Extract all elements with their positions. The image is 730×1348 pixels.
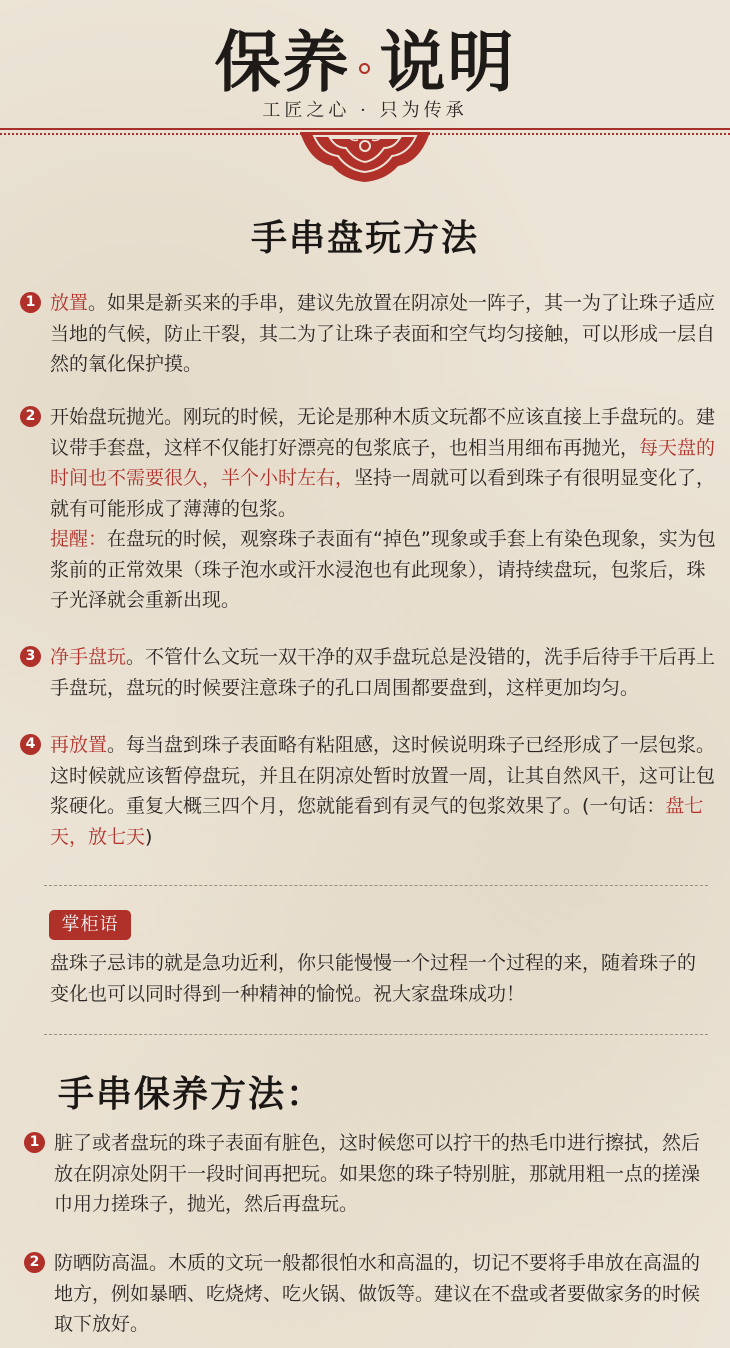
step-4-text: 。每当盘到珠子表面略有粘阻感，这时候说明珠子已经形成了一层包浆。这时候就应该暂停盘玩，并且在阴凉处暂时放置一周，让其自然风干，这可让包浆硬化。重复大概三四个月，您就能看到有灵气的包浆效果了。(一句话： (50, 734, 716, 817)
step-2-text-b: 坚持一周就可以看到珠子有很明显变化了，就有可能形成了薄薄的包浆。 (50, 467, 716, 520)
number-4-icon: 4 (20, 734, 41, 755)
step-4-close: ) (145, 825, 153, 848)
number-2-icon: 2 (20, 406, 41, 427)
step-2-highlight: 每天盘的时间也不需要很久，半个小时左右， (50, 436, 716, 489)
step-3-text: 。不管什么文玩一双干净的双手盘玩总是没错的，洗手后待手干后再上手盘玩，盘玩的时候要注意珠子的孔口周围都要盘到，这样更加均匀。 (50, 646, 716, 699)
subtitle: 工匠之心 · 只为传承 (262, 100, 468, 121)
divider (44, 885, 708, 886)
section-title-play: 手串盘玩方法 (250, 218, 479, 259)
care-step-2 (24, 1248, 714, 1340)
number-1-icon: 1 (20, 292, 41, 313)
step-4-lead: 再放置 (50, 734, 108, 756)
play-step-1 (20, 288, 720, 380)
number-2-icon: 2 (24, 1252, 45, 1273)
step-2-text-a: 开始盘玩抛光。刚玩的时候，无论是那种木质文玩都不应该直接上手盘玩的。建议带手套盘，这样不仅能打好漂亮的包浆底子，也相当用细布再抛光， (50, 406, 716, 459)
shopkeeper-text: 盘珠子忌讳的就是急功近利，你只能慢慢一个过程一个过程的来，随着珠子的变化也可以同时得到一种精神的愉悦。祝大家盘珠成功！ (50, 952, 697, 1005)
care-step-1 (24, 1128, 714, 1220)
title-right: 说明 (379, 23, 516, 101)
tip-text: 在盘玩的时候，观察珠子表面有“掉色”现象或手套上有染色现象，实为包浆前的正常效果（珠子泡水或汗水浸泡也有此现象），请持续盘玩，包浆后，珠子光泽就会重新出现。 (50, 528, 716, 611)
step-3-lead: 净手盘玩 (50, 646, 127, 668)
play-step-4 (20, 730, 720, 852)
care-step-1-text: 脏了或者盘玩的珠子表面有脏色，这时候您可以拧干的热毛巾进行擦拭，然后放在阴凉处阴干一段时间再把玩。如果您的珠子特别脏，那就用粗一点的搓澡巾用力搓珠子，抛光，然后再盘玩。 (54, 1132, 701, 1215)
page-title (0, 22, 730, 102)
step-1-lead: 放置 (50, 292, 89, 314)
play-step-2 (20, 402, 720, 616)
step-1-text: 。如果是新买来的手串，建议先放置在阴凉处一阵子，其一为了让珠子适应当地的气候，防止干裂，其二为了让珠子表面和空气均匀接触，可以形成一层自然的氧化保护摸。 (50, 292, 716, 375)
shopkeeper-badge: 掌柜语 (49, 910, 131, 940)
play-step-3 (20, 642, 720, 703)
number-3-icon: 3 (20, 646, 41, 667)
title-left: 保养 (214, 23, 351, 101)
care-step-2-text: 防晒防高温。木质的文玩一般都很怕水和高温的，切记不要将手串放在高温的地方，例如暴晒、吃烧烤、吃火锅、做饭等。建议在不盘或者要做家务的时候取下放好。 (54, 1252, 701, 1335)
header-rule (0, 128, 730, 130)
divider (44, 1034, 708, 1035)
section-title-care: 手串保养方法： (58, 1074, 325, 1115)
header (0, 0, 730, 190)
tip-label: 提醒： (50, 528, 108, 550)
title-dot-icon (359, 63, 370, 74)
number-1-icon: 1 (24, 1132, 45, 1153)
step-4-highlight: 盘七天，放七天 (50, 795, 704, 848)
cloud-ornament-icon (292, 132, 438, 184)
